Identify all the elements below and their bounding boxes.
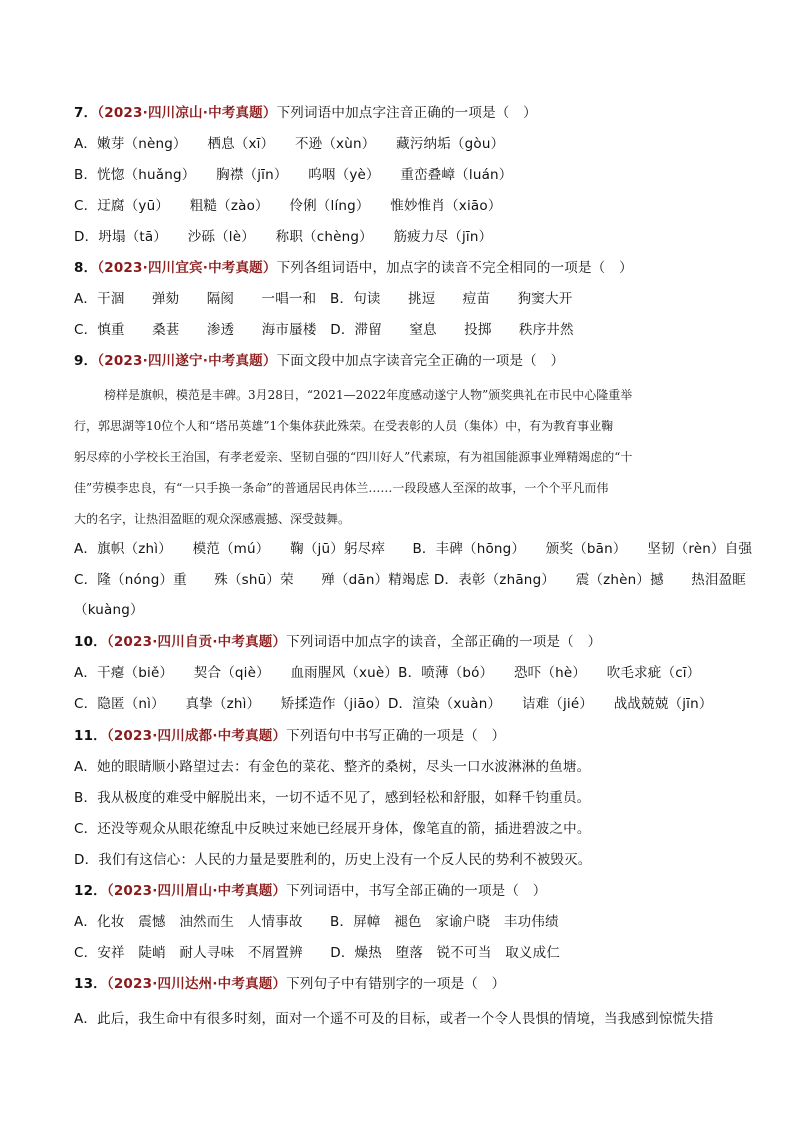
question-source: （2023·四川凉山·中考真题） bbox=[97, 105, 277, 121]
question-number: 12． bbox=[74, 883, 107, 899]
question-10-header bbox=[74, 632, 744, 652]
option-line: D．坍塌（tā） 沙砾（lè） 称职（chèng） 筋疲力尽（jīn） bbox=[74, 229, 493, 245]
option-line: C．安祥 陡峭 耐人寻味 不屑置辨 D．燥热 堕落 锐不可当 取义成仁 bbox=[74, 945, 561, 961]
question-stem: 下列各组词语中，加点字的读音不完全相同的一项是（ ） bbox=[276, 260, 633, 276]
option-line: C．迂腐（yū） 粗糙（zào） 伶俐（líng） 惟妙惟肖（xiāo） bbox=[74, 198, 502, 214]
question-stem: 下列词语中加点字注音正确的一项是（ ） bbox=[276, 105, 537, 121]
reading-passage bbox=[74, 380, 738, 535]
passage-line: 躬尽瘁的小学校长王治国，有孝老爱亲、坚韧自强的“四川好人”代素琼，有为祖国能源事业殚精竭虑的“十 bbox=[74, 450, 633, 464]
question-source: （2023·四川自贡·中考真题） bbox=[106, 634, 287, 650]
passage-line: 佳”劳模李忠良，有“一只手换一条命”的普通居民冉体兰……一段段感人至深的故事，一个个平凡而伟 bbox=[74, 481, 609, 495]
question-source: （2023·四川遂宁·中考真题） bbox=[97, 353, 277, 369]
option-line: C．慎重 桑葚 渗透 海市蜃楼 D．滞留 窒息 投掷 秩序井然 bbox=[74, 322, 574, 338]
question-number: 11． bbox=[74, 728, 107, 744]
option-line: C．隆（nóng）重 殊（shū）荣 殚（dān）精竭虑 D．表彰（zhāng） 震（zhèn）撼 热泪盈眶 bbox=[74, 572, 746, 588]
question-stem: 下列词语中，书写全部正确的一项是（ ） bbox=[286, 883, 547, 899]
question-12-header bbox=[74, 881, 744, 901]
option-line: A．此后，我生命中有很多时刻，面对一个遥不可及的目标，或者一个令人畏惧的情境，当我感到惊慌失措 bbox=[74, 1011, 714, 1027]
question-source: （2023·四川宜宾·中考真题） bbox=[97, 260, 277, 276]
option-line: D．我们有这信心：人民的力量是要胜利的，历史上没有一个反人民的势利不被毁灭。 bbox=[74, 852, 592, 868]
option-line: C．还没等观众从眼花缭乱中反映过来她已经展开身体，像笔直的箭，插进碧波之中。 bbox=[74, 821, 591, 837]
question-stem: 下列句子中有错别字的一项是（ ） bbox=[286, 976, 506, 992]
option-line: B．恍惚（huǎng） 胸襟（jīn） 呜咽（yè） 重峦叠嶂（luán） bbox=[74, 167, 513, 183]
question-stem: 下面文段中加点字读音完全正确的一项是（ ） bbox=[276, 353, 565, 369]
passage-line: 行，郭思湖等10位个人和“塔吊英雄”1个集体获此殊荣。在受表彰的人员（集体）中，有为教育事业鞠 bbox=[74, 419, 614, 433]
question-source: （2023·四川成都·中考真题） bbox=[106, 728, 287, 744]
question-number: 13． bbox=[74, 976, 107, 992]
option-line: A．旗帜（zhì） 模范（mú） 鞠（jū）躬尽瘁 B．丰碑（hōng） 颁奖（bān） 坚韧（rèn）自强 bbox=[74, 541, 753, 557]
question-number: 9． bbox=[74, 353, 98, 369]
option-line: B．我从极度的难受中解脱出来，一切不适不见了，感到轻松和舒服，如释千钧重员。 bbox=[74, 790, 591, 806]
option-line: A．化妆 震憾 油然而生 人情事故 B．屏幛 褪色 家谕户晓 丰功伟绩 bbox=[74, 914, 559, 930]
passage-line: 大的名字，让热泪盈眶的观众深感震撼、深受鼓舞。 bbox=[74, 512, 351, 526]
option-line: A．干涸 弹劾 隔阂 一唱一和 B．句读 挑逗 痘苗 狗窦大开 bbox=[74, 291, 573, 307]
question-number: 7． bbox=[74, 105, 98, 121]
question-source: （2023·四川达州·中考真题） bbox=[106, 976, 287, 992]
question-9-header bbox=[74, 351, 744, 371]
question-number: 8． bbox=[74, 260, 98, 276]
option-line: A．嫩芽（nèng） 栖息（xī） 不逊（xùn） 藏污纳垢（gòu） bbox=[74, 136, 505, 152]
passage-line: 榜样是旗帜，模范是丰碑。3月28日，“2021—2022年度感动遂宁人物”颁奖典礼在市民中心隆重举 bbox=[104, 388, 633, 402]
question-7-header bbox=[74, 103, 744, 123]
question-11-header bbox=[74, 726, 744, 746]
question-number: 10． bbox=[74, 634, 107, 650]
question-stem: 下列词语中加点字的读音，全部正确的一项是（ ） bbox=[286, 634, 602, 650]
option-line: A．干瘪（biě） 契合（qiè） 血雨腥风（xuè）B．喷薄（bó） 恐吓（hè） 吹毛求疵（cī） bbox=[74, 665, 701, 681]
option-line: A．她的眼睛顺小路望过去：有金色的菜花、整齐的桑树，尽头一口水波淋淋的鱼塘。 bbox=[74, 759, 591, 775]
option-line: （kuàng） bbox=[74, 602, 144, 618]
question-source: （2023·四川眉山·中考真题） bbox=[106, 883, 287, 899]
question-stem: 下列语句中书写正确的一项是（ ） bbox=[286, 728, 506, 744]
question-8-header bbox=[74, 258, 744, 278]
question-13-header bbox=[74, 974, 744, 994]
option-line: C．隐匿（nì） 真挚（zhì） 矫揉造作（jiāo）D．渲染（xuàn） 诘难（jié） 战战兢兢（jīn） bbox=[74, 696, 713, 712]
